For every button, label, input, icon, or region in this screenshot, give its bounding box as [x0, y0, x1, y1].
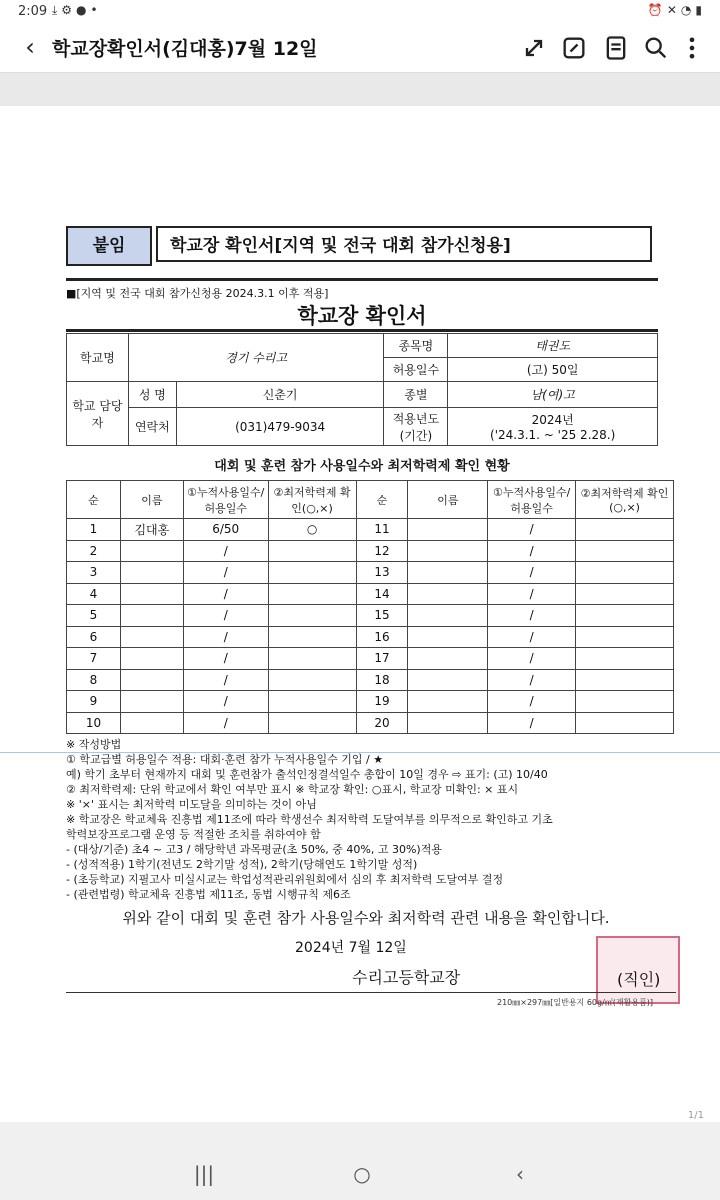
usage-note: ■[지역 및 전국 대회 참가신청용 2024.3.1 이후 적용]	[66, 287, 329, 300]
seal-label: (직인)	[617, 970, 661, 989]
note-line: - (관련법령) 학교체육 진흥법 제11조, 동법 시행규칙 제6조	[66, 888, 351, 901]
row-name	[408, 669, 488, 691]
type-label: 종별	[384, 382, 448, 408]
divider	[66, 278, 658, 281]
divider	[66, 992, 676, 993]
row-days: /	[488, 540, 576, 562]
row-days: /	[488, 519, 576, 541]
row-days: /	[488, 583, 576, 605]
school-value: 경기 수리고	[128, 334, 384, 382]
row-name	[120, 691, 183, 713]
header-no: 순	[356, 481, 408, 519]
row-name	[120, 648, 183, 670]
back-arrow-icon[interactable]: ‹	[25, 33, 35, 61]
sport-value: 태권도	[448, 334, 658, 358]
row-name	[120, 583, 183, 605]
status-bar	[0, 0, 720, 24]
table-row	[67, 648, 674, 670]
table-row	[67, 519, 674, 541]
row-check	[576, 583, 674, 605]
table-row	[67, 605, 674, 627]
row-days: /	[183, 712, 268, 734]
row-name	[120, 712, 183, 734]
row-days: /	[488, 648, 576, 670]
expand-icon[interactable]	[520, 34, 548, 62]
row-check	[268, 605, 356, 627]
row-name	[408, 605, 488, 627]
sport-label: 종목명	[384, 334, 448, 358]
manager-label: 학교 담당자	[67, 382, 129, 446]
note-line: ② 최저학력제: 단위 학교에서 확인 여부만 표시 ※ 학교장 확인: ○표시, 학교장 미확인: × 표시	[66, 783, 519, 796]
row-check	[576, 626, 674, 648]
row-check	[268, 712, 356, 734]
contact-value: (031)479-9034	[176, 408, 384, 446]
row-days: /	[488, 712, 576, 734]
page-indicator: 1/1	[687, 1110, 704, 1121]
row-number: 4	[67, 583, 121, 605]
row-name	[408, 562, 488, 584]
header-no: 순	[67, 481, 121, 519]
row-name	[120, 669, 183, 691]
row-number: 5	[67, 605, 121, 627]
edit-icon[interactable]	[560, 34, 588, 62]
row-check: ○	[268, 519, 356, 541]
row-number: 19	[356, 691, 408, 713]
header-days: ①누적사용일수/허용일수	[183, 481, 268, 519]
row-check	[576, 540, 674, 562]
row-check	[268, 691, 356, 713]
row-check	[268, 648, 356, 670]
row-check	[268, 583, 356, 605]
row-days: /	[183, 648, 268, 670]
row-number: 18	[356, 669, 408, 691]
year-value-line2: ('24.3.1. ~ '25 2.28.)	[490, 428, 616, 442]
row-check	[268, 669, 356, 691]
table-row	[67, 669, 674, 691]
row-check	[268, 626, 356, 648]
row-number: 17	[356, 648, 408, 670]
row-name	[408, 519, 488, 541]
table-row	[67, 583, 674, 605]
more-icon[interactable]	[678, 34, 706, 62]
system-icons: ⏰✕◔▮	[647, 3, 706, 17]
row-number: 14	[356, 583, 408, 605]
row-number: 16	[356, 626, 408, 648]
row-check	[576, 605, 674, 627]
table-row	[67, 562, 674, 584]
header-check: ②최저학력제 확인(○,×)	[576, 481, 674, 519]
row-check	[576, 669, 674, 691]
notification-icons: ⤓⚙●•	[52, 3, 102, 17]
confirmation-text: 위와 같이 대회 및 훈련 참가 사용일수와 최저학력 관련 내용을 확인합니다.	[122, 909, 610, 927]
row-check	[268, 562, 356, 584]
reader-icon[interactable]	[602, 34, 630, 62]
status-time: 2:09	[18, 4, 48, 19]
row-name	[120, 605, 183, 627]
info-table	[66, 333, 658, 446]
row-number: 15	[356, 605, 408, 627]
paper-spec: 210㎜×297㎜[일반용지 60g/㎡(재활용품)]	[497, 998, 654, 1007]
row-name	[120, 626, 183, 648]
row-name	[408, 583, 488, 605]
search-icon[interactable]	[642, 34, 670, 62]
row-days: /	[183, 583, 268, 605]
allowed-value: (고) 50일	[448, 358, 658, 382]
home-icon[interactable]: ○	[353, 1162, 371, 1186]
row-days: /	[183, 605, 268, 627]
row-days: /	[488, 669, 576, 691]
note-line: 학력보장프로그램 운영 등 적절한 조치를 취하여야 함	[66, 828, 321, 841]
year-value-line1: 2024년	[531, 413, 574, 427]
year-label: 적용년도 (기간)	[384, 408, 448, 446]
notes	[66, 737, 686, 902]
row-days: /	[488, 626, 576, 648]
contact-label: 연락처	[128, 408, 176, 446]
row-name	[408, 626, 488, 648]
issue-date: 2024년 7월 12일	[295, 940, 407, 956]
header-name: 이름	[120, 481, 183, 519]
row-name: 김대홍	[120, 519, 183, 541]
row-number: 6	[67, 626, 121, 648]
row-days: /	[183, 691, 268, 713]
name-label: 성 명	[128, 382, 176, 408]
row-name	[408, 540, 488, 562]
year-value	[448, 408, 658, 446]
app-bar	[0, 24, 720, 73]
row-number: 3	[67, 562, 121, 584]
main-title: 학교장 확인서	[297, 304, 427, 328]
document-title: 학교장확인서(김대홍)7월 12일	[52, 38, 318, 60]
row-check	[576, 712, 674, 734]
table-row	[67, 540, 674, 562]
note-line: ※ 작성방법	[66, 738, 122, 751]
section-heading: 대회 및 훈련 참가 사용일수와 최저학력제 확인 현황	[214, 459, 510, 474]
row-days: /	[183, 669, 268, 691]
note-line: - (대상/기준) 초4 ~ 고3 / 해당학년 과목평균(초 50%, 중 40%, 고 30%)적용	[66, 843, 442, 856]
row-check	[268, 540, 356, 562]
row-check	[576, 691, 674, 713]
divider	[66, 329, 658, 332]
recent-apps-icon[interactable]: |||	[193, 1162, 215, 1186]
row-number: 2	[67, 540, 121, 562]
header-days: ①누적사용일수/허용일수	[488, 481, 576, 519]
row-number: 13	[356, 562, 408, 584]
school-label: 학교명	[67, 334, 129, 382]
row-name	[408, 691, 488, 713]
note-line: - (초등학교) 지필고사 미실시교는 학업성적관리위원회에서 심의 후 최저학력 도달여부 결정	[66, 873, 504, 886]
table-row	[67, 712, 674, 734]
table-row	[67, 626, 674, 648]
row-number: 12	[356, 540, 408, 562]
row-days: /	[183, 562, 268, 584]
row-number: 1	[67, 519, 121, 541]
note-line: 예) 학기 초부터 현재까지 대회 및 훈련참가 출석인정결석일수 총합이 10일 경우 ⇨ 표기: (고) 10/40	[66, 768, 548, 781]
row-number: 9	[67, 691, 121, 713]
row-name	[408, 648, 488, 670]
row-name	[120, 540, 183, 562]
allowed-label: 허용일수	[384, 358, 448, 382]
row-number: 11	[356, 519, 408, 541]
document-header: 학교장 확인서[지역 및 전국 대회 참가신청용]	[156, 226, 652, 262]
row-days: /	[183, 540, 268, 562]
row-name	[408, 712, 488, 734]
row-days: /	[488, 691, 576, 713]
row-name	[120, 562, 183, 584]
row-days: /	[183, 626, 268, 648]
attach-label: 붙임	[66, 226, 152, 266]
note-line: ① 학교급별 허용일수 적용: 대회·훈련 참가 누적사용일수 기입 / ★	[66, 753, 384, 766]
row-days: /	[488, 562, 576, 584]
row-number: 7	[67, 648, 121, 670]
row-check	[576, 562, 674, 584]
participant-table	[66, 480, 674, 734]
note-line: ※ '×' 표시는 최저학력 미도달을 의미하는 것이 아님	[66, 798, 317, 811]
row-number: 20	[356, 712, 408, 734]
row-days: /	[488, 605, 576, 627]
row-number: 10	[67, 712, 121, 734]
row-check	[576, 519, 674, 541]
row-days: 6/50	[183, 519, 268, 541]
note-line: - (성적적용) 1학기(전년도 2학기말 성적), 2학기(당해연도 1학기말 성적)	[66, 858, 418, 871]
header-name: 이름	[408, 481, 488, 519]
note-line: ※ 학교장은 학교체육 진흥법 제11조에 따라 학생선수 최저학력 도달여부를 의무적으로 확인하고 기초	[66, 813, 553, 826]
table-row	[67, 691, 674, 713]
header-check: ②최저학력제 확인(○,×)	[268, 481, 356, 519]
row-check	[576, 648, 674, 670]
back-icon[interactable]: ‹	[516, 1162, 524, 1186]
type-value: 남(여)고	[448, 382, 658, 408]
name-value: 신춘기	[176, 382, 384, 408]
school-signature: 수리고등학교장	[352, 968, 461, 987]
row-number: 8	[67, 669, 121, 691]
